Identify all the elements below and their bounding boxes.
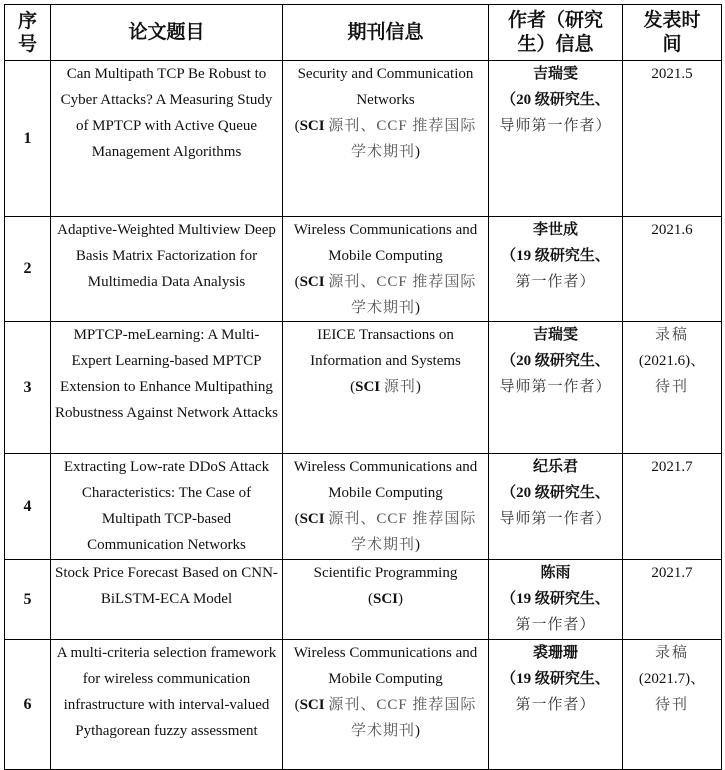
table-row [5, 61, 722, 217]
author-role: 导师第一作者） [499, 118, 612, 134]
publish-date [623, 560, 722, 640]
journal-name: IEICE Transactions on Information and Systems [310, 327, 461, 369]
author-name: 陈雨 [540, 565, 571, 581]
header-num: 序 号 [5, 5, 51, 61]
author-role: 第一作者） [515, 697, 596, 713]
author-name: 裘珊珊 [532, 645, 578, 661]
date-note: 待刊 [654, 697, 689, 713]
row-number: 1 [5, 61, 51, 217]
row-number: 6 [5, 640, 51, 770]
date-value: 2021.5 [651, 66, 693, 82]
author-info: 吉瑞雯 （20 级研究生、 导师第一作者） [489, 61, 623, 217]
publish-date [623, 61, 722, 217]
table-row [5, 454, 722, 560]
date-value: (2021.7)、 [638, 671, 706, 687]
author-grade: 19 级研究生、 [516, 591, 610, 607]
author-grade: 20 级研究生、 [516, 485, 610, 501]
author-grade: 20 级研究生、 [516, 353, 610, 369]
journal-index: SCI [299, 511, 325, 527]
papers-table [4, 4, 722, 770]
author-info: 裘珊珊 （19 级研究生、 第一作者） [489, 640, 623, 770]
paper-title: A multi-criteria selection framework for wireless communication infrastructure with interval-valued Pythagorean fuzzy assessment [51, 640, 283, 770]
journal-note: 源刊、CCF 推荐国际学术期刊 [328, 697, 477, 739]
row-number: 5 [5, 560, 51, 640]
row-number: 3 [5, 322, 51, 454]
date-note: 待刊 [654, 379, 689, 395]
journal-info: Wireless Communications and Mobile Computing (SCI 源刊、CCF 推荐国际学术期刊) [283, 217, 489, 322]
author-grade: 19 级研究生、 [516, 671, 610, 687]
header-author: 作者（研究 生）信息 [489, 5, 623, 61]
journal-index: SCI [299, 118, 325, 134]
author-info: 陈雨 （19 级研究生、 第一作者） [489, 560, 623, 640]
journal-name: Wireless Communications and Mobile Computing [293, 222, 478, 264]
paper-title: Extracting Low-rate DDoS Attack Characteristics: The Case of Multipath TCP-based Communication Networks [51, 454, 283, 560]
publish-date [623, 640, 722, 770]
journal-note: 源刊 [383, 379, 416, 395]
journal-index: SCI [299, 274, 325, 290]
author-name: 纪乐君 [532, 459, 578, 475]
author-name: 吉瑞雯 [532, 327, 578, 343]
row-number: 4 [5, 454, 51, 560]
paper-title: Can Multipath TCP Be Robust to Cyber Attacks? A Measuring Study of MPTCP with Active Queue Management Algorithms [51, 61, 283, 217]
journal-info: IEICE Transactions on Information and Systems (SCI 源刊) [283, 322, 489, 454]
journal-name: Wireless Communications and Mobile Computing [293, 645, 478, 687]
table-row [5, 217, 722, 322]
date-prefix: 录稿 [654, 327, 689, 343]
author-name: 李世成 [532, 222, 578, 238]
date-value: 2021.6 [651, 222, 693, 238]
header-journal: 期刊信息 [283, 5, 489, 61]
journal-name: Wireless Communications and Mobile Computing [293, 459, 478, 501]
date-prefix: 录稿 [654, 645, 689, 661]
author-role: 导师第一作者） [499, 511, 612, 527]
author-role: 导师第一作者） [499, 379, 612, 395]
author-role: 第一作者） [515, 274, 596, 290]
header-date: 发表时 间 [623, 5, 722, 61]
table-row [5, 640, 722, 770]
journal-index: SCI [355, 379, 381, 395]
journal-index: SCI [299, 697, 325, 713]
paper-title: Adaptive-Weighted Multiview Deep Basis Matrix Factorization for Multimedia Data Analysis [51, 217, 283, 322]
journal-info: Security and Communication Networks (SCI 源刊、CCF 推荐国际学术期刊) [283, 61, 489, 217]
author-name: 吉瑞雯 [532, 66, 578, 82]
row-number: 2 [5, 217, 51, 322]
paper-title: Stock Price Forecast Based on CNN-BiLSTM-ECA Model [51, 560, 283, 640]
publish-date [623, 322, 722, 454]
table-row [5, 560, 722, 640]
journal-name: Security and Communication Networks [297, 66, 474, 108]
journal-name: Scientific Programming [313, 565, 458, 581]
paper-title: MPTCP-meLearning: A Multi-Expert Learning-based MPTCP Extension to Enhance Multipathing Robustness Against Network Attacks [51, 322, 283, 454]
author-info: 纪乐君 （20 级研究生、 导师第一作者） [489, 454, 623, 560]
publish-date [623, 217, 722, 322]
table-row [5, 322, 722, 454]
date-value: (2021.6)、 [638, 353, 706, 369]
date-value: 2021.7 [651, 565, 693, 581]
date-value: 2021.7 [651, 459, 693, 475]
author-info: 吉瑞雯 （20 级研究生、 导师第一作者） [489, 322, 623, 454]
author-role: 第一作者） [515, 617, 596, 633]
header-title: 论文题目 [51, 5, 283, 61]
journal-info: Scientific Programming (SCI) [283, 560, 489, 640]
author-info: 李世成 （19 级研究生、 第一作者） [489, 217, 623, 322]
header-row [5, 5, 722, 61]
journal-info: Wireless Communications and Mobile Computing (SCI 源刊、CCF 推荐国际学术期刊) [283, 640, 489, 770]
journal-note: 源刊、CCF 推荐国际学术期刊 [328, 118, 477, 160]
author-grade: 19 级研究生、 [516, 248, 610, 264]
journal-info: Wireless Communications and Mobile Computing (SCI 源刊、CCF 推荐国际学术期刊) [283, 454, 489, 560]
publish-date [623, 454, 722, 560]
journal-note: 源刊、CCF 推荐国际学术期刊 [328, 511, 477, 553]
journal-index: SCI [372, 591, 398, 607]
author-grade: 20 级研究生、 [516, 92, 610, 108]
journal-note: 源刊、CCF 推荐国际学术期刊 [328, 274, 477, 316]
